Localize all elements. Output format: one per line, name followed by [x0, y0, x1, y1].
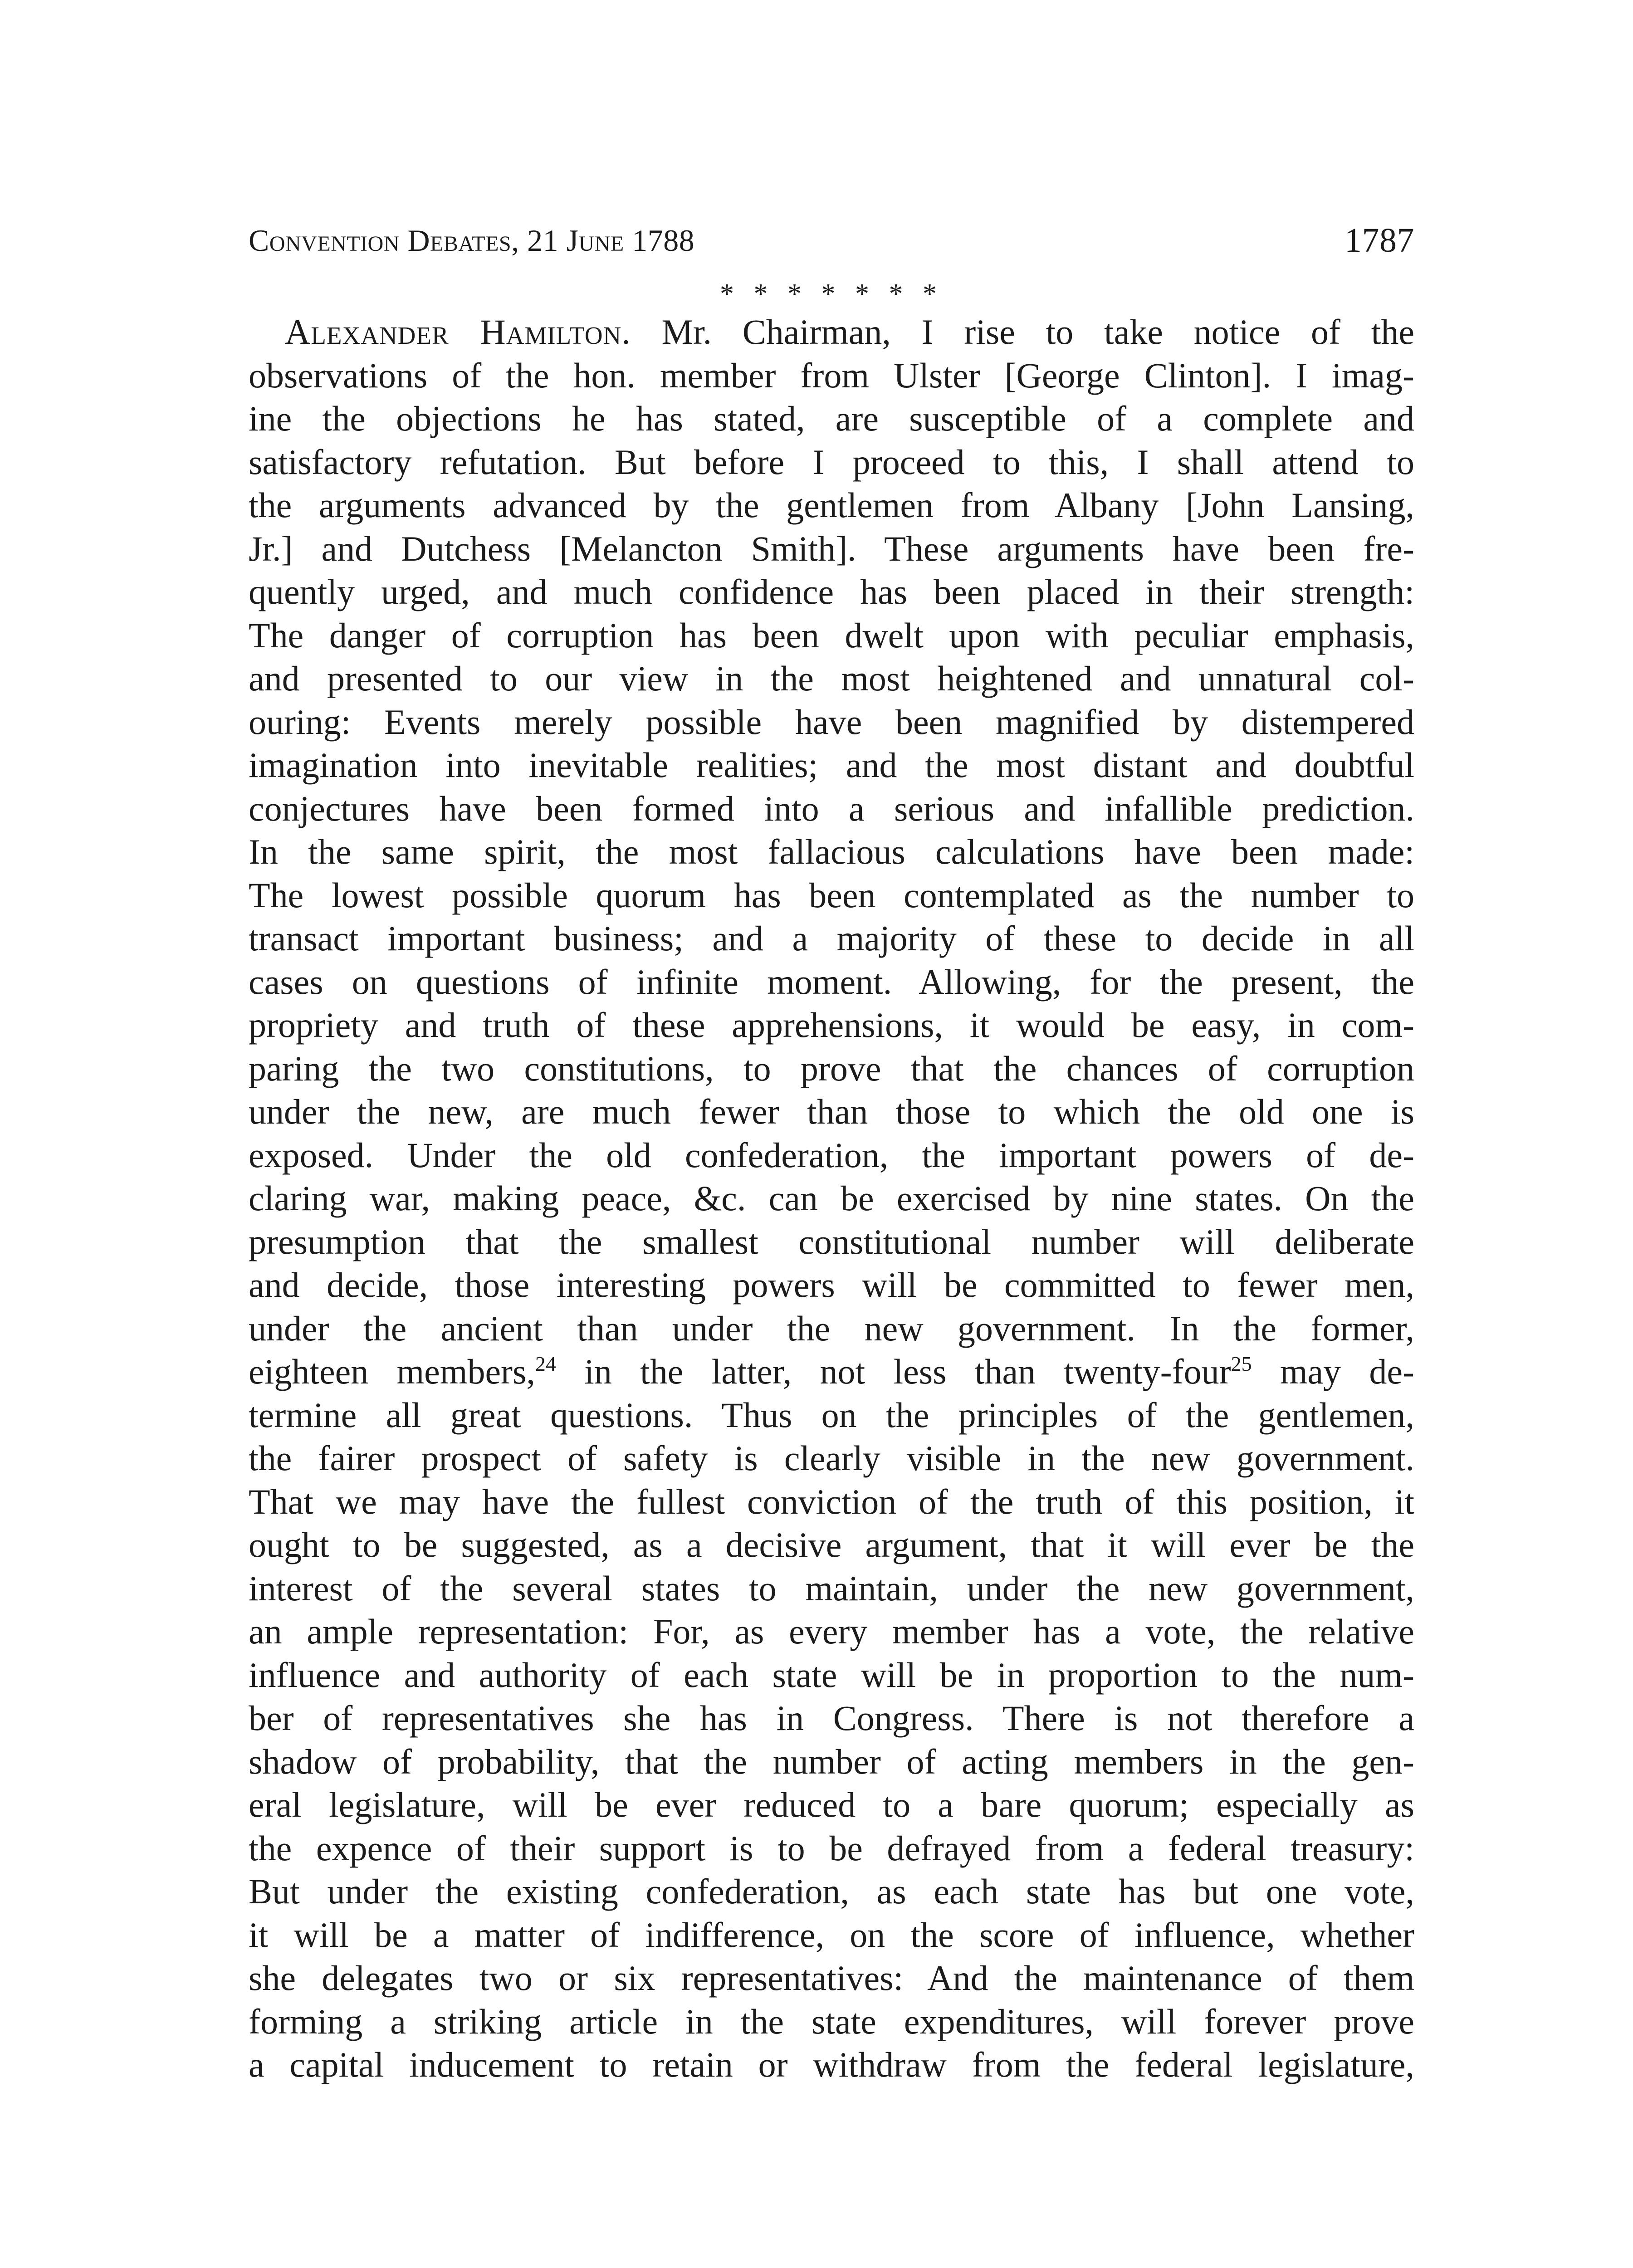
- text-line: [249, 310, 1414, 354]
- text-line: interest of the several states to maintain, under the new government,: [249, 1568, 1414, 1608]
- text-line: satisfactory refutation. But before I proceed to this, I shall attend to: [249, 442, 1414, 482]
- text-line-segment: may de-: [1252, 1352, 1414, 1391]
- page-number: 1787: [1345, 221, 1414, 259]
- text-line-segment: Mr. Chairman, I rise to take notice of the: [631, 312, 1414, 352]
- body-text: [249, 310, 1414, 2087]
- text-line: claring war, making peace, &c. can be exercised by nine states. On the: [249, 1178, 1414, 1218]
- text-line: The lowest possible quorum has been contemplated as the number to: [249, 875, 1414, 915]
- text-line: quently urged, and much confidence has been placed in their strength:: [249, 572, 1414, 611]
- footnote-ref-24[interactable]: 24: [535, 1352, 556, 1375]
- text-line-segment: eighteen members,: [249, 1352, 535, 1391]
- text-line: But under the existing confederation, as each state has but one vote,: [249, 1872, 1414, 1911]
- text-line: it will be a matter of indifference, on the score of influence, whether: [249, 1915, 1414, 1955]
- footnote-ref-25[interactable]: 25: [1231, 1352, 1252, 1375]
- text-line: propriety and truth of these apprehensions, it would be easy, in com-: [249, 1005, 1414, 1045]
- text-line: ouring: Events merely possible have been magnified by distempered: [249, 702, 1414, 742]
- text-line-segment: in the latter, not less than twenty-four: [556, 1352, 1231, 1391]
- text-line: imagination into inevitable realities; and the most distant and doubtful: [249, 745, 1414, 785]
- text-line: the arguments advanced by the gentlemen from Albany [John Lansing,: [249, 485, 1414, 525]
- text-line: ber of representatives she has in Congress. There is not therefore a: [249, 1698, 1414, 1738]
- running-head: [249, 213, 1414, 268]
- text-line: exposed. Under the old confederation, the important powers of de-: [249, 1135, 1414, 1175]
- text-line: ine the objections he has stated, are susceptible of a complete and: [249, 399, 1414, 438]
- text-line: That we may have the fullest conviction of the truth of this position, it: [249, 1481, 1414, 1521]
- section-ornament: * * * * * * *: [720, 279, 943, 309]
- text-line: and presented to our view in the most heightened and unnatural col-: [249, 659, 1414, 698]
- text-line: cases on questions of infinite moment. Allowing, for the present, the: [249, 962, 1414, 1002]
- text-line: she delegates two or six representatives: And the maintenance of them: [249, 1958, 1414, 1998]
- text-line: In the same spirit, the most fallacious calculations have been made:: [249, 832, 1414, 871]
- text-line: a capital inducement to retain or withdraw from the federal legislature,: [249, 2045, 1414, 2084]
- running-head-title: Convention Debates, 21 June 1788: [249, 223, 695, 258]
- text-line: forming a striking article in the state expenditures, will forever prove: [249, 2001, 1414, 2041]
- text-line: under the new, are much fewer than those to which the old one is: [249, 1092, 1414, 1131]
- text-line: The danger of corruption has been dwelt upon with peculiar emphasis,: [249, 615, 1414, 655]
- text-line: [249, 1350, 1414, 1393]
- text-line: ought to be suggested, as a decisive argument, that it will ever be the: [249, 1525, 1414, 1564]
- text-line: the expence of their support is to be defrayed from a federal treasury:: [249, 1828, 1414, 1868]
- text-line: eral legislature, will be ever reduced to a bare quorum; especially as: [249, 1785, 1414, 1824]
- text-line: presumption that the smallest constitutional number will deliberate: [249, 1222, 1414, 1261]
- text-line: shadow of probability, that the number of acting members in the gen-: [249, 1741, 1414, 1781]
- page: [249, 213, 1414, 2087]
- text-line: the fairer prospect of safety is clearly visible in the new government.: [249, 1438, 1414, 1478]
- text-line: under the ancient than under the new government. In the former,: [249, 1308, 1414, 1348]
- text-line: paring the two constitutions, to prove that the chances of corruption: [249, 1048, 1414, 1088]
- text-line: termine all great questions. Thus on the principles of the gentlemen,: [249, 1395, 1414, 1435]
- text-line: transact important business; and a majority of these to decide in all: [249, 919, 1414, 958]
- text-line: influence and authority of each state will be in proportion to the num-: [249, 1655, 1414, 1695]
- speaker-name: Alexander Hamilton.: [285, 312, 631, 352]
- text-line: Jr.] and Dutchess [Melancton Smith]. These arguments have been fre-: [249, 528, 1414, 568]
- text-line: an ample representation: For, as every member has a vote, the relative: [249, 1612, 1414, 1651]
- text-line: and decide, those interesting powers will be committed to fewer men,: [249, 1265, 1414, 1305]
- text-line: observations of the hon. member from Ulster [George Clinton]. I imag-: [249, 355, 1414, 395]
- text-line: conjectures have been formed into a serious and infallible prediction.: [249, 788, 1414, 828]
